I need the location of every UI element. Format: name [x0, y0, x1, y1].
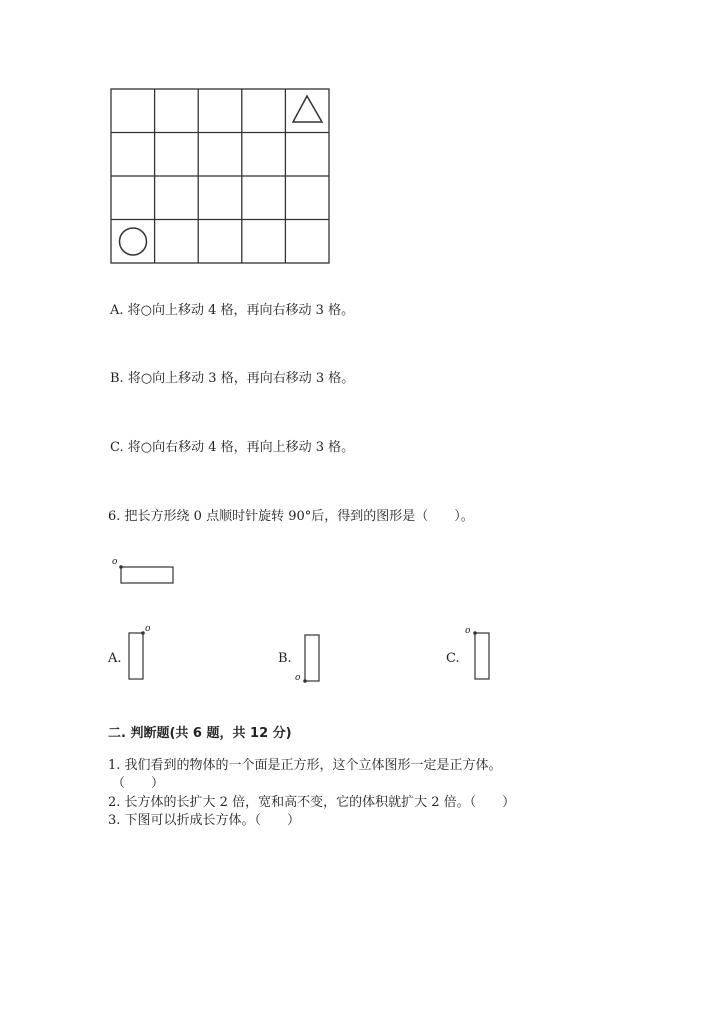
judge-q3: 3. 下图可以折成长方体。（ ）: [108, 813, 301, 828]
movement-grid-figure: [110, 88, 332, 266]
answer-b-label: B.: [278, 651, 292, 666]
judge-q1-line1: 1. 我们看到的物体的一个面是正方形，这个立体图形一定是正方体。: [108, 758, 502, 773]
option-a-text: A. 将○向上移动 4 格，再向右移动 3 格。: [110, 303, 355, 318]
section-2-heading: 二. 判断题(共 6 题，共 12 分): [108, 726, 292, 741]
answer-c-label: C.: [446, 651, 460, 666]
answer-a-figure: [125, 628, 155, 684]
answer-c-figure: [470, 629, 494, 683]
judge-q1-line2: （ ）: [112, 776, 165, 791]
answer-a-point-label: o: [145, 624, 151, 634]
answer-b-figure: [300, 632, 324, 684]
question-6-stem: 6. 把长方形绕 0 点顺时针旋转 90°后，得到的图形是（ ）。: [108, 509, 474, 524]
answer-b-point-label: o: [295, 673, 301, 683]
circle-shape: [120, 228, 147, 255]
answer-a-label: A.: [108, 651, 122, 666]
option-b-text: B. 将○向上移动 3 格，再向右移动 3 格。: [110, 371, 355, 386]
option-c-text: C. 将○向右移动 4 格，再向上移动 3 格。: [110, 440, 355, 455]
original-point-label: o: [112, 557, 118, 567]
judge-q2: 2. 长方体的长扩大 2 倍，宽和高不变，它的体积就扩大 2 倍。（ ）: [108, 795, 516, 810]
triangle-shape: [293, 96, 322, 122]
answer-c-point-label: o: [465, 626, 471, 636]
original-rectangle-figure: [116, 563, 178, 587]
